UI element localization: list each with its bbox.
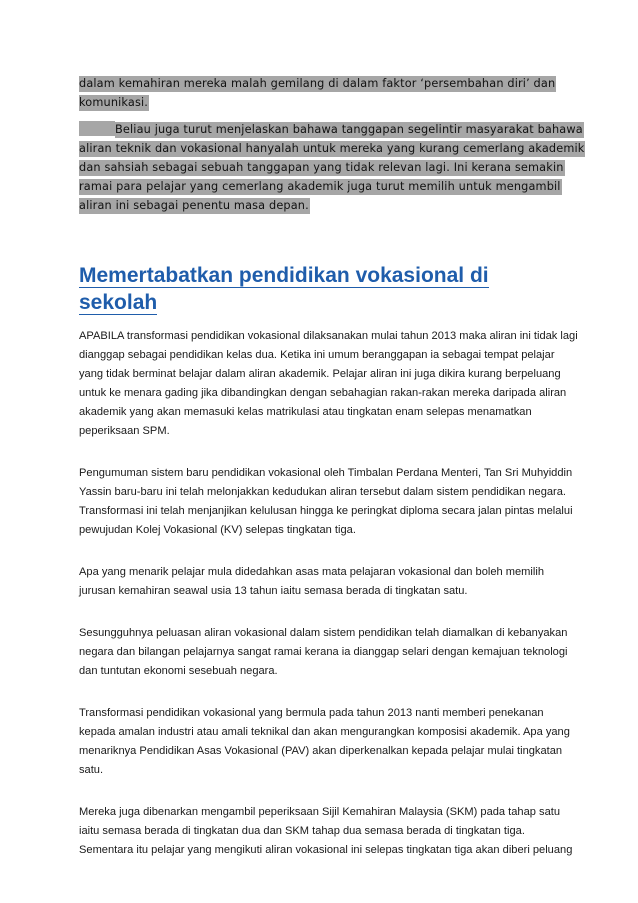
text-line: negara dan bilangan pelajarnya sangat ramai kerana ia dianggap selari dengan kemajuan teknologi <box>79 646 568 658</box>
text-line: iaitu semasa berada di tingkatan dua dan SKM tahap dua semasa berada di tingkatan tiga. <box>79 825 525 837</box>
text-line: Sesungguhnya peluasan aliran vokasional dalam sistem pendidikan telah diamalkan di kebanyakan <box>79 627 568 639</box>
paragraph <box>79 704 571 780</box>
text-line: APABILA transformasi pendidikan vokasional dilaksanakan mulai tahun 2013 maka aliran ini tidak lagi <box>79 330 578 342</box>
paragraph <box>79 624 571 681</box>
paragraph <box>79 563 571 601</box>
heading-line[interactable]: Memertabatkan pendidikan vokasional di <box>79 264 489 287</box>
text-line: peperiksaan SPM. <box>79 425 170 437</box>
text-line: Transformasi pendidikan vokasional yang bermula pada tahun 2013 nanti memberi penekanan <box>79 707 544 719</box>
text-line: Transformasi ini telah menjanjikan kelulusan hingga ke peringkat diploma secara jalan pintas melalui <box>79 505 573 517</box>
text-line: dan tuntutan ekonomi sesebuah negara. <box>79 665 278 677</box>
text-line: untuk ke menara gading jika dibandingkan dengan sebahagian rakan-rakan mereka daripada aliran <box>79 387 567 399</box>
text-line: yang tidak berminat belajar dalam aliran akademik. Pelajar aliran ini juga dikira kurang berpeluang <box>79 368 561 380</box>
text-line: aliran ini sebagai penentu masa depan. <box>79 199 309 212</box>
text-line: dianggap sebagai pendidikan kelas dua. Ketika ini umum beranggapan ia sebagai tempat pelajar <box>79 349 555 361</box>
text-line: ramai para pelajar yang cemerlang akademik juga turut memilih untuk mengambil <box>79 180 561 193</box>
text-line: kepada amalan industri atau amali teknikal dan akan mengurangkan komposisi akademik. Apa yang <box>79 726 570 738</box>
paragraph <box>79 327 578 441</box>
paragraph <box>79 464 571 540</box>
text-line: jurusan kemahiran seawal usia 13 tahun iaitu semasa berada di tingkatan satu. <box>79 585 468 597</box>
text-line: satu. <box>79 764 104 776</box>
heading-line[interactable]: sekolah <box>79 291 158 314</box>
text-line: Apa yang menarik pelajar mula didedahkan asas mata pelajaran vokasional dan boleh memilih <box>79 566 544 578</box>
text-line: Sementara itu pelajar yang mengikuti aliran vokasional ini selepas tingkatan tiga akan diberi peluang <box>79 844 573 856</box>
highlighted-paragraph-1 <box>79 74 556 112</box>
text-line: Mereka juga dibenarkan mengambil peperiksaan Sijil Kemahiran Malaysia (SKM) pada tahap satu <box>79 806 560 818</box>
text-line: dalam kemahiran mereka malah gemilang di dalam faktor ‘persembahan diri’ dan <box>79 77 556 90</box>
article-body <box>79 327 578 883</box>
text-line: komunikasi. <box>79 96 149 109</box>
text-line: akademik yang akan memasuki kelas matrikulasi atau tingkatan enam selepas menamatkan <box>79 406 532 418</box>
highlighted-paragraph-2 <box>79 120 585 215</box>
text-line: dan sahsiah sebagai sebuah tanggapan yang tidak relevan lagi. Ini kerana semakin <box>79 161 564 174</box>
text-line: Yassin baru-baru ini telah melonjakkan kedudukan aliran tersebut dalam sistem pendidikan negara. <box>79 486 566 498</box>
text-line: Beliau juga turut menjelaskan bahawa tanggapan segelintir masyarakat bahawa <box>79 120 585 139</box>
paragraph <box>79 803 571 860</box>
article-heading[interactable] <box>79 262 539 316</box>
text-line: pewujudan Kolej Vokasional (KV) selepas tingkatan tiga. <box>79 524 356 536</box>
text-line: Pengumuman sistem baru pendidikan vokasional oleh Timbalan Perdana Menteri, Tan Sri Muhyiddin <box>79 467 573 479</box>
text-line: menariknya Pendidikan Asas Vokasional (PAV) akan diperkenalkan kepada pelajar mulai tingkatan <box>79 745 563 757</box>
text-line: aliran teknik dan vokasional hanyalah untuk mereka yang kurang cemerlang akademik <box>79 142 585 155</box>
